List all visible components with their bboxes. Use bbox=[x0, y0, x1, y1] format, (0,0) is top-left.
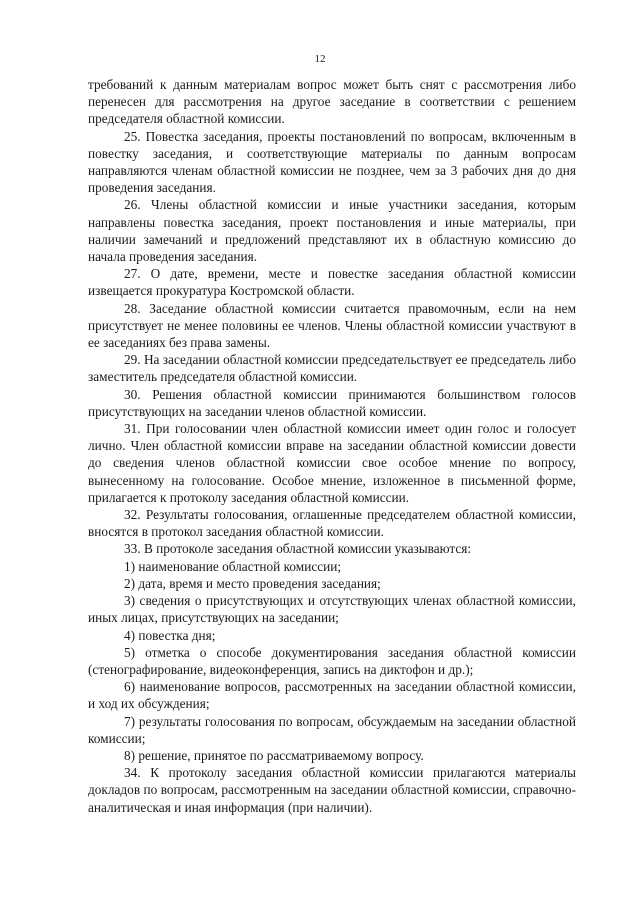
list-item-7: 7) результаты голосования по вопросам, обсуждаемым на заседании областной комиссии; bbox=[88, 713, 576, 746]
paragraph-28: 28. Заседание областной комиссии считается правомочным, если на нем присутствует не менее половины ее членов. Члены областной комиссии участвуют в ее заседаниях без права замены. bbox=[88, 300, 576, 351]
paragraph-32: 32. Результаты голосования, оглашенные председателем областной комиссии, вносятся в протокол заседания областной комиссии. bbox=[88, 507, 576, 540]
paragraph-34: 34. К протоколу заседания областной комиссии прилагаются материалы докладов по вопросам, рассмотренным на заседании областной комиссии, справочно-аналитическая и иная информация (при наличии). bbox=[88, 765, 576, 815]
list-item-6: 6) наименование вопросов, рассмотренных на заседании областной комиссии, и ход их обсуждения; bbox=[88, 679, 576, 712]
paragraph-31: 31. При голосовании член областной комиссии имеет один голос и голосует лично. Член областной комиссии вправе на заседании областной комиссии довести до сведения членов областной комиссии свое особое мнение по вопросу, вынесенному на голосование. Особое мнение, изложенное в письменной форме, прилагается к протоколу заседания областной комиссии. bbox=[88, 421, 576, 505]
list-item-5: 5) отметка о способе документирования заседания областной комиссии (стенографирование, видеоконференция, запись на диктофон и др.); bbox=[88, 644, 576, 677]
paragraph-27: 27. О дате, времени, месте и повестке заседания областной комиссии извещается прокуратура Костромской области. bbox=[88, 266, 576, 299]
list-item-2: 2) дата, время и место проведения заседания; bbox=[124, 575, 381, 591]
paragraph-29: 29. На заседании областной комиссии председательствует ее председатель либо заместитель председателя областной комиссии. bbox=[88, 352, 576, 385]
paragraph-26: 26. Члены областной комиссии и иные участники заседания, которым направлены повестка заседания, проект постановления и иные материалы, при наличии замечаний и предложений представляют их в областную комиссию до начала проведения заседания. bbox=[88, 197, 576, 265]
paragraph-25: 25. Повестка заседания, проекты постановлений по вопросам, включенным в повестку заседания, и соответствующие материалы по данным вопросам направляются членам областной комиссии не позднее, чем за 3 рабочих дня до дня проведения заседания. bbox=[88, 128, 576, 196]
list-item-4: 4) повестка дня; bbox=[124, 627, 216, 643]
list-item-1: 1) наименование областной комиссии; bbox=[124, 558, 342, 574]
paragraph-30: 30. Решения областной комиссии принимаются большинством голосов присутствующих на заседании членов областной комиссии. bbox=[88, 386, 576, 419]
list-item-8: 8) решение, принятое по рассматриваемому вопросу. bbox=[124, 747, 424, 763]
paragraph-continuation: требований к данным материалам вопрос может быть снят с рассмотрения либо перенесен для рассмотрения на другое заседание в соответствии с решением председателя областной комиссии. bbox=[88, 77, 576, 127]
paragraph-33: 33. В протоколе заседания областной комиссии указываются: bbox=[124, 541, 472, 557]
list-item-3: 3) сведения о присутствующих и отсутствующих членах областной комиссии, иных лицах, присутствующих на заседании; bbox=[88, 593, 576, 626]
document-body bbox=[88, 76, 576, 816]
page-number: 12 bbox=[314, 53, 326, 65]
